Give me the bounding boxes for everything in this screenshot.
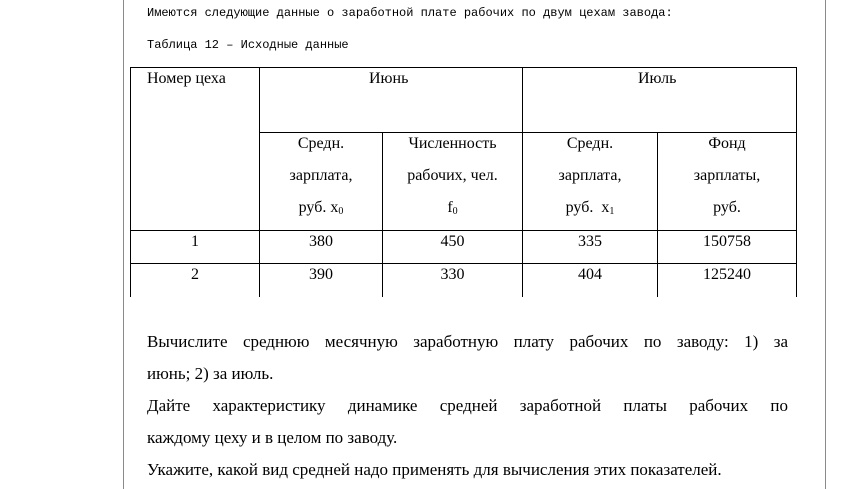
header-june: Июнь bbox=[369, 70, 409, 87]
task-paragraph-1-line-1: Вычислите среднюю месячную заработную плату рабочих по заводу: 1) за bbox=[147, 332, 788, 351]
task-paragraph-2-line-1: Дайте характеристику динамике средней заработной платы рабочих по bbox=[147, 396, 788, 415]
table-caption: Таблица 12 – Исходные данные bbox=[147, 38, 349, 52]
table-row-1-july-wage: 335 bbox=[578, 233, 602, 250]
header-june-workers: Численность рабочих, чел. $f_0$ bbox=[407, 135, 498, 217]
table-row-1-july-fund: 150758 bbox=[703, 233, 751, 250]
header-july: Июль bbox=[638, 70, 677, 87]
header-july-wage-fund: Фонд зарплаты, руб. bbox=[693, 135, 761, 216]
task-paragraph-2-line-2: каждому цеху и в целом по заводу. bbox=[147, 428, 398, 447]
task-paragraph-3: Укажите, какой вид средней надо применять для вычисления этих показателей. bbox=[147, 460, 722, 479]
table-row-1-june-workers: 450 bbox=[440, 233, 465, 250]
table-row-2-july-wage: 404 bbox=[578, 266, 602, 283]
task-paragraph-1-line-2: июнь; 2) за июль. bbox=[147, 364, 274, 383]
header-july-avg-wage: Средн. зарплата, руб. $x_1$ bbox=[558, 135, 622, 217]
table-border-right bbox=[796, 67, 797, 297]
table-row-1-shop: 1 bbox=[191, 233, 199, 250]
table-row-2-shop: 2 bbox=[191, 266, 199, 283]
header-june-avg-wage: Средн. зарплата, руб. $x_0$ bbox=[289, 135, 353, 217]
table-border-top bbox=[130, 67, 797, 68]
table-row-2-july-fund: 125240 bbox=[703, 266, 751, 283]
table-row-2-june-workers: 330 bbox=[440, 266, 465, 283]
intro-text: Имеются следующие данные о заработной плате рабочих по двум цехам завода: bbox=[147, 6, 673, 20]
table-row-2-june-wage: 390 bbox=[309, 266, 333, 283]
header-shop-number: Номер цеха bbox=[147, 70, 226, 87]
table-row-1-june-wage: 380 bbox=[309, 233, 333, 250]
